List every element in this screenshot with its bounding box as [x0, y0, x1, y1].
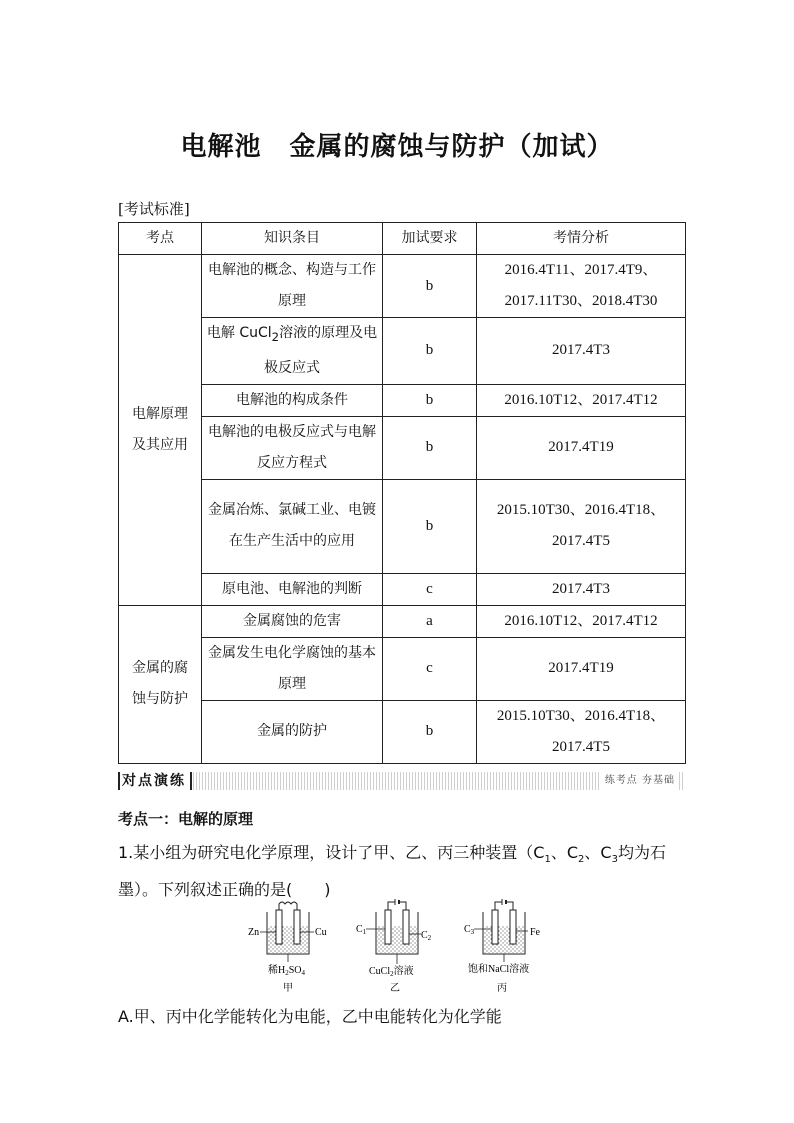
electrode-cu	[294, 910, 300, 944]
analysis-cell: 2017.4T19	[477, 637, 686, 700]
table-row	[119, 318, 686, 385]
table-row	[119, 573, 686, 605]
table-row	[119, 255, 686, 318]
header-cell: 加试要求	[383, 223, 477, 255]
subscript: 3	[611, 854, 618, 866]
subscript: 2	[578, 854, 585, 866]
label-fe: Fe	[530, 927, 540, 938]
label-solution-a: 稀$H_2SO_4$	[268, 965, 306, 977]
exam-standard-label: [考试标准]	[118, 200, 190, 218]
analysis-cell: 2015.10T30、2016.4T18、2017.4T5	[477, 700, 686, 763]
analysis-cell: 2016.10T12、2017.4T12	[477, 384, 686, 416]
analysis-cell: 2017.4T3	[477, 318, 686, 385]
wire-b	[388, 902, 406, 910]
item-cell: 金属腐蚀的危害	[202, 605, 383, 637]
header-cell: 知识条目	[202, 223, 383, 255]
header-cell: 考情分析	[477, 223, 686, 255]
item-cell	[202, 318, 383, 385]
group-label: 电解原理及其应用	[132, 405, 188, 453]
label-name-b: 乙	[390, 983, 400, 994]
table-row	[119, 605, 686, 637]
beaker-a-solution	[268, 926, 308, 953]
analysis-cell: 2017.4T3	[477, 573, 686, 605]
label-c3: $C_3$	[464, 924, 475, 936]
req-cell: b	[383, 255, 477, 318]
table-row	[119, 637, 686, 700]
req-cell: b	[383, 479, 477, 573]
practice-banner	[118, 772, 685, 790]
analysis-cell: 2016.10T12、2017.4T12	[477, 605, 686, 637]
label-cu: Cu	[315, 927, 327, 938]
beaker-c-solution	[484, 926, 524, 953]
electrode-c1	[385, 910, 391, 944]
title-part-2: 金属的腐蚀与防护（加试）	[289, 132, 614, 162]
req-cell: a	[383, 605, 477, 637]
apparatus-figure	[238, 898, 558, 1000]
item-text: 溶液的原理及电极反应式	[264, 325, 378, 376]
item-cell: 电解池的电极反应式与电解反应方程式	[202, 416, 383, 479]
question-text: 1.某小组为研究电化学原理，设计了甲、乙、丙三种装置（C	[118, 843, 545, 862]
label-name-c: 丙	[497, 983, 507, 994]
analysis-cell: 2017.4T19	[477, 416, 686, 479]
label-zn: Zn	[248, 927, 260, 938]
analysis-cell: 2016.4T11、2017.4T9、2017.11T30、2018.4T30	[477, 255, 686, 318]
subscript: 1	[544, 854, 551, 866]
apparatus-c	[464, 899, 541, 994]
analysis-cell: 2015.10T30、2016.4T18、2017.4T5	[477, 479, 686, 573]
req-cell: c	[383, 573, 477, 605]
table-row	[119, 384, 686, 416]
group-cell	[119, 605, 202, 763]
req-cell: b	[383, 384, 477, 416]
electrode-zn	[276, 910, 282, 944]
item-cell: 金属的防护	[202, 700, 383, 763]
req-cell: b	[383, 318, 477, 385]
item-text: 电解 CuCl	[206, 325, 272, 341]
table-row	[119, 416, 686, 479]
item-cell: 原电池、电解池的判断	[202, 573, 383, 605]
apparatus-a	[248, 902, 327, 994]
req-cell: c	[383, 637, 477, 700]
group-label: 金属的腐蚀与防护	[132, 660, 188, 708]
table-row	[119, 479, 686, 573]
label-c2: $C_2$	[421, 930, 432, 942]
header-cell: 考点	[119, 223, 202, 255]
item-cell: 金属冶炼、氯碱工业、电镀在生产生活中的应用	[202, 479, 383, 573]
banner-subtitle: 练考点 夯基础	[601, 772, 679, 790]
wire-c	[495, 902, 513, 910]
question-1	[118, 838, 688, 905]
label-solution-c: 饱和NaCl溶液	[468, 964, 530, 975]
electrode-c3	[492, 910, 498, 944]
banner-label: 对点演练	[118, 772, 190, 790]
question-text: 、C	[584, 843, 612, 862]
title-part-1: 电解池	[180, 132, 262, 162]
option-a: A.甲、丙中化学能转化为电能，乙中电能转化为化学能	[118, 1007, 502, 1026]
question-text: 均为石墨）。下列叙述正确的是( )	[118, 843, 666, 900]
table-header-row	[119, 223, 686, 255]
electrode-fe	[510, 910, 516, 944]
banner-divider	[190, 772, 195, 790]
label-solution-b: CuCl$_2$溶液	[369, 966, 414, 978]
label-name-a: 甲	[283, 983, 293, 994]
item-subscript: 2	[271, 329, 280, 344]
page-title	[0, 126, 794, 163]
beaker-b-solution	[377, 926, 417, 953]
item-cell: 电解池的构成条件	[202, 384, 383, 416]
label-c1: $C_1$	[356, 924, 367, 936]
item-cell: 电解池的概念、构造与工作原理	[202, 255, 383, 318]
table-row	[119, 700, 686, 763]
wire-a	[279, 902, 297, 910]
group-cell	[119, 255, 202, 606]
question-text: 、C	[550, 843, 579, 862]
req-cell: b	[383, 700, 477, 763]
req-cell: b	[383, 416, 477, 479]
item-cell: 金属发生电化学腐蚀的基本原理	[202, 637, 383, 700]
section-heading: 考点一：电解的原理	[118, 810, 254, 828]
exam-standard-table	[118, 222, 686, 764]
apparatus-b	[356, 899, 432, 994]
electrode-c2	[403, 910, 409, 944]
